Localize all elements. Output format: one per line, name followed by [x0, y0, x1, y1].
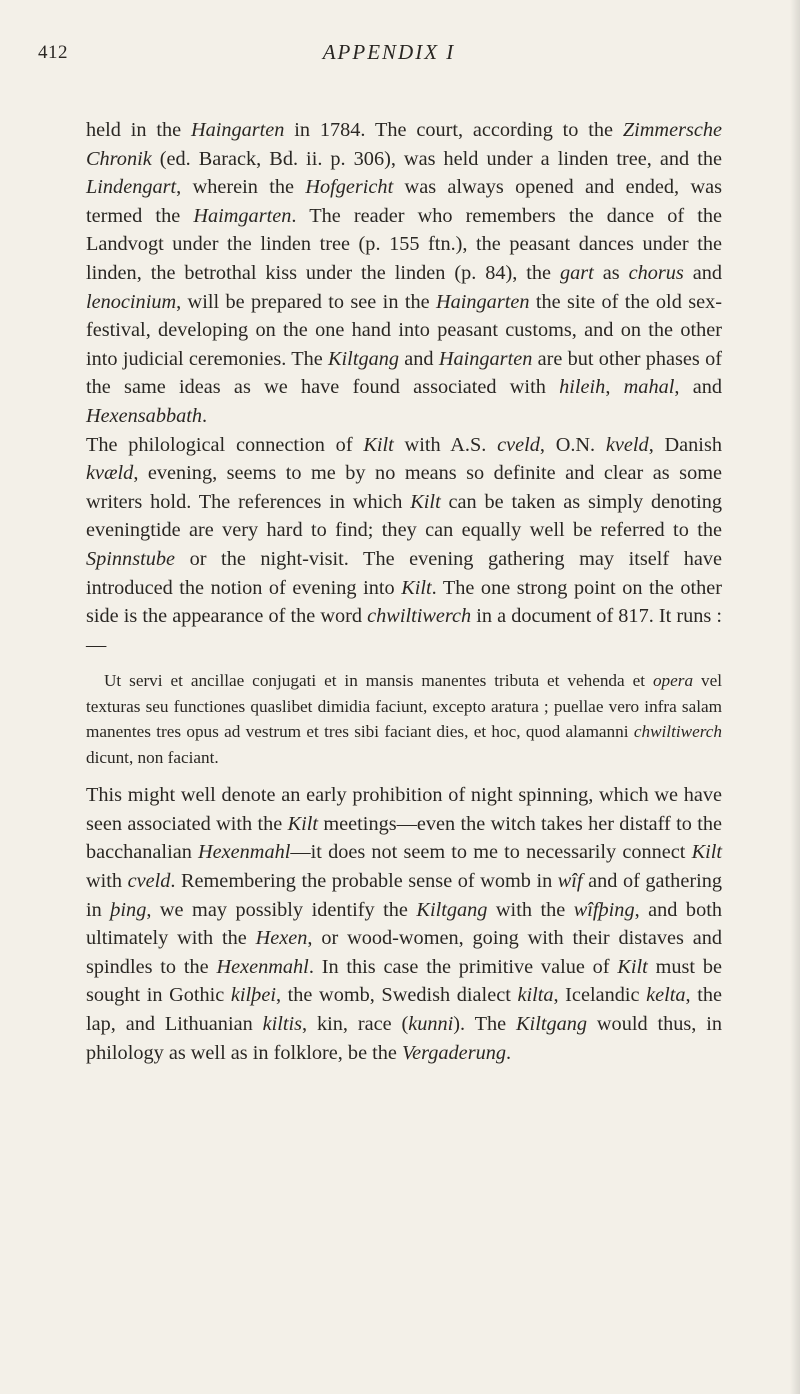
italic-term: chorus — [628, 261, 684, 284]
italic-term: Haingarten — [190, 119, 285, 141]
italic-term: hileih — [559, 376, 606, 399]
italic-term: cveld — [497, 433, 540, 456]
italic-term: kunni — [408, 1013, 454, 1036]
italic-term: Hexenmahl — [216, 955, 309, 978]
italic-term: Kilt — [401, 576, 432, 599]
italic-term: Kilt — [287, 812, 319, 835]
italic-term: kelta — [646, 984, 686, 1007]
body-text — [86, 116, 722, 1067]
italic-term: wîf — [557, 870, 583, 893]
paragraph-1: held in the Haingarten in 1784. The court, according to the Zimmersche Chronik (ed. Barack, Bd. ii. p. 306), was held under a linden tree, and the Lindengart, wherein the Hofgericht was always opened and ended, was termed the Haimgarten. The reader who remembers the dance of the Landvogt under the linden tree (p. 155 ftn.), the peasant dances under the linden, the betrothal kiss under the linden (p. 84), the gart as chorus and lenocinium, will be prepared to see in the Haingarten the site of the old sex-festival, developing on the one hand into peasant customs, and on the other into judicial ceremonies. The Kiltgang and Haingarten are but other phases of the same ideas as we have found associated with hileih, mahal, and Hexensabbath. — [86, 119, 722, 427]
italic-term: Kilt — [691, 841, 722, 864]
italic-term: Hexen — [255, 927, 308, 950]
paragraph-3: This might well denote an early prohibition of night spinning, which we have seen associated with the Kilt meetings—even the witch takes her distaff to the bacchanalian Hexenmahl—it does not seem to me to necessarily connect Kilt with cveld. Remembering the probable sense of womb in wîf and of gathering in þing, we may possibly identify the Kiltgang with the wîfþing, and both ultimately with the Hexen, or wood-women, going with their distaves and spindles to the Hexenmahl. In this case the primitive value of Kilt must be sought in Gothic kilþei, the womb, Swedish dialect kilta, Icelandic kelta, the lap, and Lithuanian kiltis, kin, race (kunni). The Kiltgang would thus, in philology as well as in folklore, be the Vergaderung. — [86, 784, 722, 1064]
italic-term: Hexenmahl — [198, 841, 291, 864]
page-header — [38, 38, 740, 68]
italic-term: Haingarten — [435, 290, 530, 313]
page-edge-shadow — [790, 0, 800, 1394]
italic-term: kvæld — [86, 462, 134, 485]
italic-term: kilþei — [230, 984, 276, 1007]
italic-term: Haingarten — [438, 347, 533, 370]
italic-term: Kiltgang — [516, 1013, 588, 1036]
italic-term: lenocinium — [86, 290, 177, 313]
italic-term: Kiltgang — [328, 347, 400, 370]
italic-term: wîfþing — [573, 898, 635, 921]
italic-term: Lindengart — [86, 176, 177, 199]
italic-term: mahal — [623, 376, 675, 399]
italic-term: Spinnstube — [86, 547, 176, 570]
italic-term: Hexensabbath — [86, 404, 203, 427]
italic-term: Haimgarten — [193, 204, 292, 227]
italic-term: Kilt — [410, 490, 441, 513]
italic-term: chwiltiwerch — [367, 605, 472, 628]
italic-term: Hofgericht — [305, 176, 394, 199]
italic-term: kiltis — [262, 1013, 303, 1036]
italic-term: Vergaderung — [401, 1041, 507, 1064]
italic-term: Kiltgang — [416, 898, 488, 921]
italic-term: þing — [110, 898, 147, 921]
latin-quotation: Ut servi et ancillae conjugati et in mansis manentes tributa et vehenda et opera vel texturas seu functiones quaslibet dimidia faciunt, excepto aratura ; puellae vero infra salam manentes tres opus ad vestrum et tres sibi faciant dies, et hoc, quod alamanni chwiltiwerch dicunt, non faciant. — [86, 671, 722, 767]
italic-term: Zimmersche Chronik — [86, 119, 722, 170]
italic-term: Kilt — [617, 955, 648, 978]
running-head: APPENDIX I — [322, 40, 456, 64]
italic-term: chwiltiwerch — [633, 722, 722, 742]
italic-term: kveld — [605, 433, 649, 456]
paragraph-2: The philological connection of Kilt with A.S. cveld, O.N. kveld, Danish kvæld, evening, seems to me by no means so definite and clear as some writers hold. The references in which Kilt can be taken as simply denoting eveningtide are very hard to find; they can equally well be referred to the Spinnstube or the night-visit. The evening gathering may itself have introduced the notion of evening into Kilt. The one strong point on the other side is the appearance of the word chwiltiwerch in a document of 817. It runs :— — [86, 433, 722, 656]
page-number: 412 — [38, 42, 68, 63]
italic-term: gart — [559, 261, 594, 284]
italic-term: cveld — [127, 870, 171, 893]
italic-term: Kilt — [363, 433, 394, 456]
italic-term: kilta — [517, 984, 554, 1007]
italic-term: opera — [652, 671, 694, 691]
